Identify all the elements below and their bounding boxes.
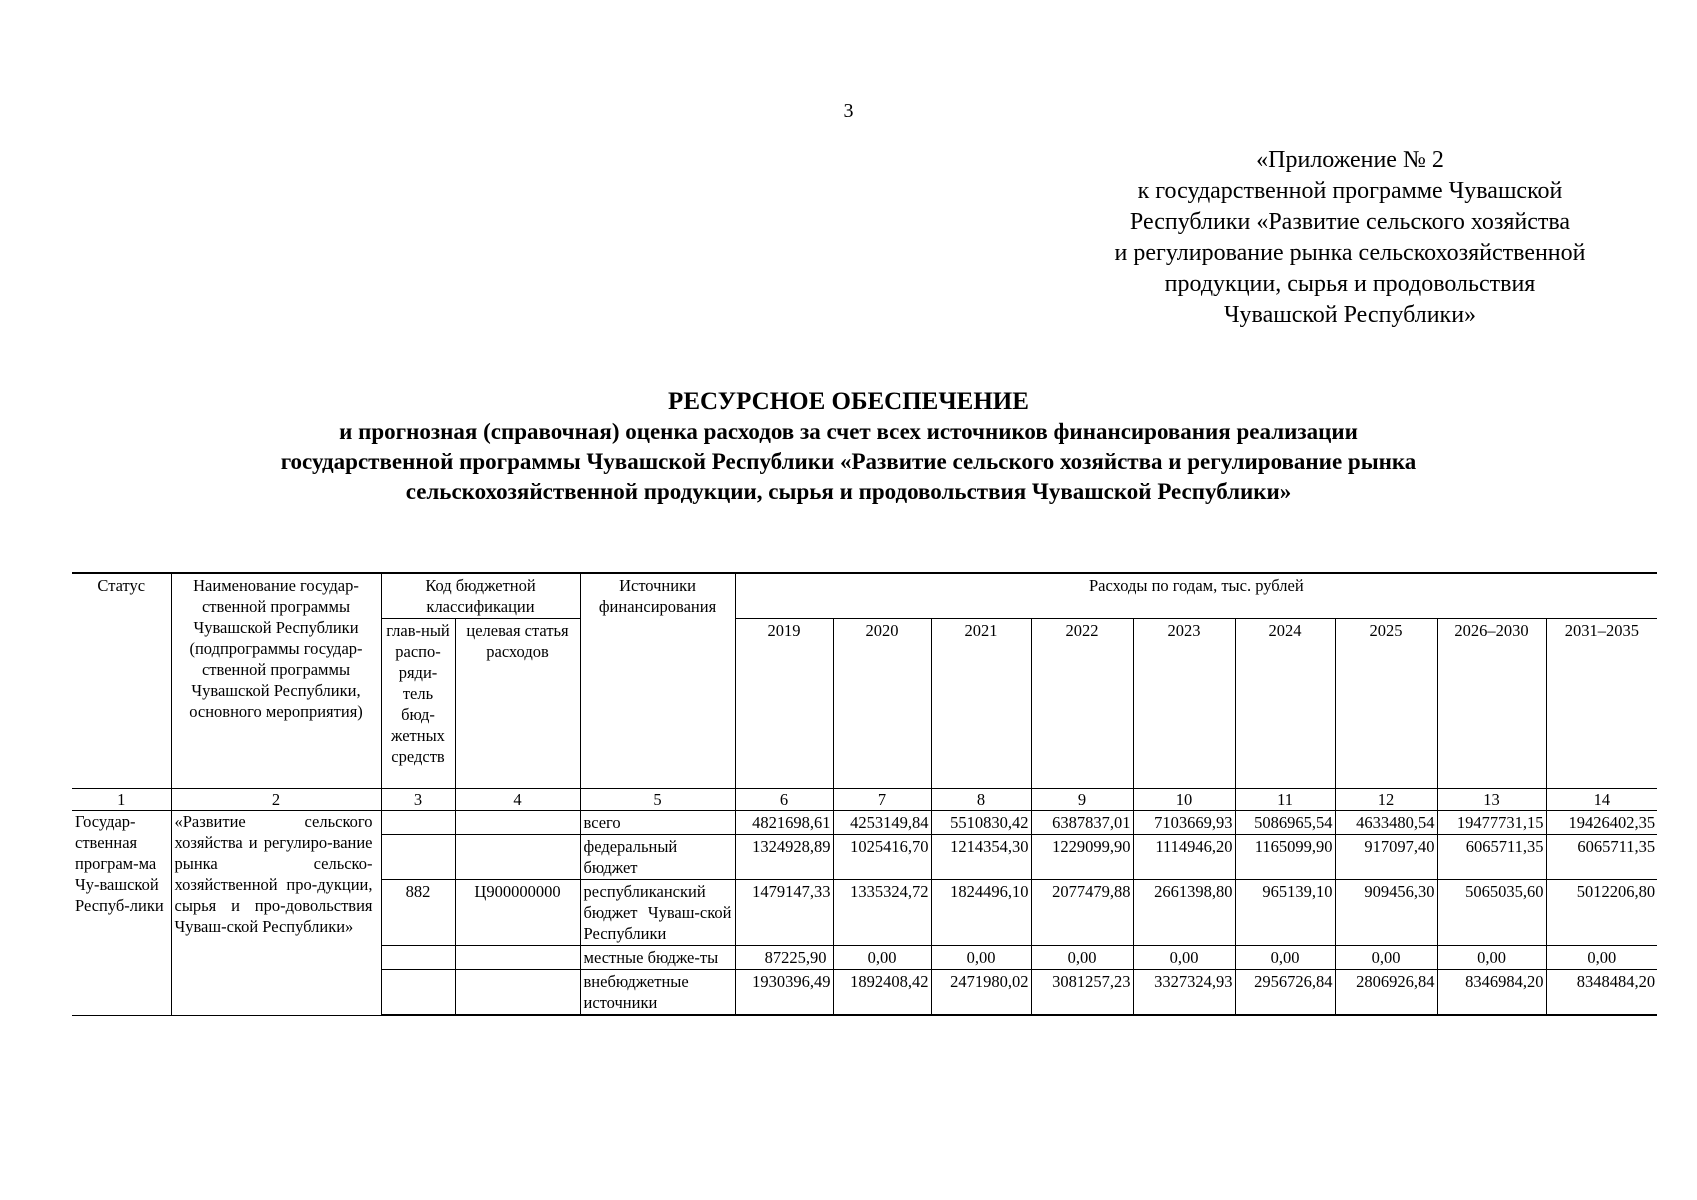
header-target-article: целевая статья расходов [455, 619, 580, 789]
value-cell: 19426402,35 [1546, 811, 1657, 835]
column-number: 1 [72, 789, 171, 811]
header-budget-code: Код бюджетной классификации [381, 573, 580, 619]
value-cell: 7103669,93 [1133, 811, 1235, 835]
document-title [0, 387, 1697, 507]
target-article-cell [455, 811, 580, 835]
column-number: 12 [1335, 789, 1437, 811]
title-line: и прогнозная (справочная) оценка расходов за счет всех источников финансирования реализации [339, 419, 1358, 444]
header-year: 2026–2030 [1437, 619, 1546, 789]
column-number: 6 [735, 789, 833, 811]
value-cell: 0,00 [1335, 946, 1437, 970]
column-number: 8 [931, 789, 1031, 811]
chief-manager-cell [381, 970, 455, 1016]
value-cell: 0,00 [833, 946, 931, 970]
column-number: 14 [1546, 789, 1657, 811]
value-cell: 1025416,70 [833, 835, 931, 880]
resource-table [72, 572, 1657, 1016]
chief-manager-cell: 882 [381, 880, 455, 946]
column-number: 4 [455, 789, 580, 811]
value-cell: 1214354,30 [931, 835, 1031, 880]
value-cell: 3327324,93 [1133, 970, 1235, 1016]
header-year: 2021 [931, 619, 1031, 789]
value-cell: 5510830,42 [931, 811, 1031, 835]
value-cell: 87225,90 [735, 946, 833, 970]
column-number-row [72, 789, 1657, 811]
column-number: 3 [381, 789, 455, 811]
value-cell: 0,00 [931, 946, 1031, 970]
column-number: 2 [171, 789, 381, 811]
column-number: 10 [1133, 789, 1235, 811]
title-main: РЕСУРСНОЕ ОБЕСПЕЧЕНИЕ [668, 388, 1029, 415]
value-cell: 5012206,80 [1546, 880, 1657, 946]
header-chief-manager: глав-ный распо-ряди-тель бюд-жетных средств [381, 619, 455, 789]
value-cell: 2661398,80 [1133, 880, 1235, 946]
value-cell: 1930396,49 [735, 970, 833, 1016]
column-number: 5 [580, 789, 735, 811]
value-cell: 1335324,72 [833, 880, 931, 946]
source-cell: всего [580, 811, 735, 835]
value-cell: 0,00 [1133, 946, 1235, 970]
value-cell: 1165099,90 [1235, 835, 1335, 880]
appendix-line: Чувашской Республики» [1223, 302, 1477, 328]
appendix-line: Республики «Развитие сельского хозяйства [1129, 209, 1571, 235]
header-expenses: Расходы по годам, тыс. рублей [735, 573, 1657, 619]
value-cell: 6065711,35 [1546, 835, 1657, 880]
header-year: 2025 [1335, 619, 1437, 789]
value-cell: 19477731,15 [1437, 811, 1546, 835]
chief-manager-cell [381, 811, 455, 835]
value-cell: 2806926,84 [1335, 970, 1437, 1016]
header-year: 2019 [735, 619, 833, 789]
value-cell: 1824496,10 [931, 880, 1031, 946]
target-article-cell [455, 946, 580, 970]
column-number: 13 [1437, 789, 1546, 811]
appendix-note [1040, 145, 1660, 331]
value-cell: 1114946,20 [1133, 835, 1235, 880]
value-cell: 0,00 [1437, 946, 1546, 970]
title-line: сельскохозяйственной продукции, сырья и продовольствия Чувашской Республики» [405, 479, 1292, 504]
source-cell: внебюджетные источники [580, 970, 735, 1016]
header-year: 2031–2035 [1546, 619, 1657, 789]
target-article-cell [455, 970, 580, 1016]
value-cell: 0,00 [1546, 946, 1657, 970]
header-year: 2024 [1235, 619, 1335, 789]
target-article-cell: Ц900000000 [455, 880, 580, 946]
value-cell: 0,00 [1031, 946, 1133, 970]
title-line: государственной программы Чувашской Республики «Развитие сельского хозяйства и регулирование рынка [280, 449, 1417, 474]
header-year: 2020 [833, 619, 931, 789]
value-cell: 2077479,88 [1031, 880, 1133, 946]
column-number: 7 [833, 789, 931, 811]
source-cell: федеральный бюджет [580, 835, 735, 880]
source-cell: местные бюдже-ты [580, 946, 735, 970]
chief-manager-cell [381, 835, 455, 880]
value-cell: 5086965,54 [1235, 811, 1335, 835]
value-cell: 1892408,42 [833, 970, 931, 1016]
value-cell: 965139,10 [1235, 880, 1335, 946]
column-number: 11 [1235, 789, 1335, 811]
program-name: «Развитие сельского хозяйства и регулиро-вание рынка сельско-хозяйственной про-дукции, сырья и про-довольствия Чуваш-ской Республики» [171, 811, 381, 1016]
appendix-line: «Приложение № 2 [1256, 147, 1444, 173]
value-cell: 4821698,61 [735, 811, 833, 835]
page-number: 3 [843, 100, 854, 122]
header-name: Наименование государ-ственной программы Чувашской Республики (подпрограммы государ-ственной программы Чувашской Республики, основного мероприятия) [171, 573, 381, 789]
value-cell: 5065035,60 [1437, 880, 1546, 946]
value-cell: 8346984,20 [1437, 970, 1546, 1016]
table-row [72, 811, 1657, 835]
appendix-line: продукции, сырья и продовольствия [1164, 271, 1536, 297]
chief-manager-cell [381, 946, 455, 970]
value-cell: 917097,40 [1335, 835, 1437, 880]
header-status: Статус [72, 573, 171, 789]
value-cell: 1479147,33 [735, 880, 833, 946]
value-cell: 2471980,02 [931, 970, 1031, 1016]
value-cell: 1229099,90 [1031, 835, 1133, 880]
column-number: 9 [1031, 789, 1133, 811]
value-cell: 909456,30 [1335, 880, 1437, 946]
header-year: 2023 [1133, 619, 1235, 789]
program-status: Государ-ственная програм-ма Чу-вашской Респуб-лики [72, 811, 171, 1016]
value-cell: 1324928,89 [735, 835, 833, 880]
appendix-line: к государственной программе Чувашской [1137, 178, 1563, 204]
value-cell: 4633480,54 [1335, 811, 1437, 835]
header-year: 2022 [1031, 619, 1133, 789]
value-cell: 0,00 [1235, 946, 1335, 970]
value-cell: 6065711,35 [1437, 835, 1546, 880]
value-cell: 3081257,23 [1031, 970, 1133, 1016]
value-cell: 8348484,20 [1546, 970, 1657, 1016]
target-article-cell [455, 835, 580, 880]
value-cell: 2956726,84 [1235, 970, 1335, 1016]
source-cell: республиканский бюджет Чуваш-ской Республики [580, 880, 735, 946]
header-row [72, 573, 1657, 619]
header-sources: Источники финансирования [580, 573, 735, 789]
appendix-line: и регулирование рынка сельскохозяйственной [1114, 240, 1586, 266]
value-cell: 4253149,84 [833, 811, 931, 835]
value-cell: 6387837,01 [1031, 811, 1133, 835]
